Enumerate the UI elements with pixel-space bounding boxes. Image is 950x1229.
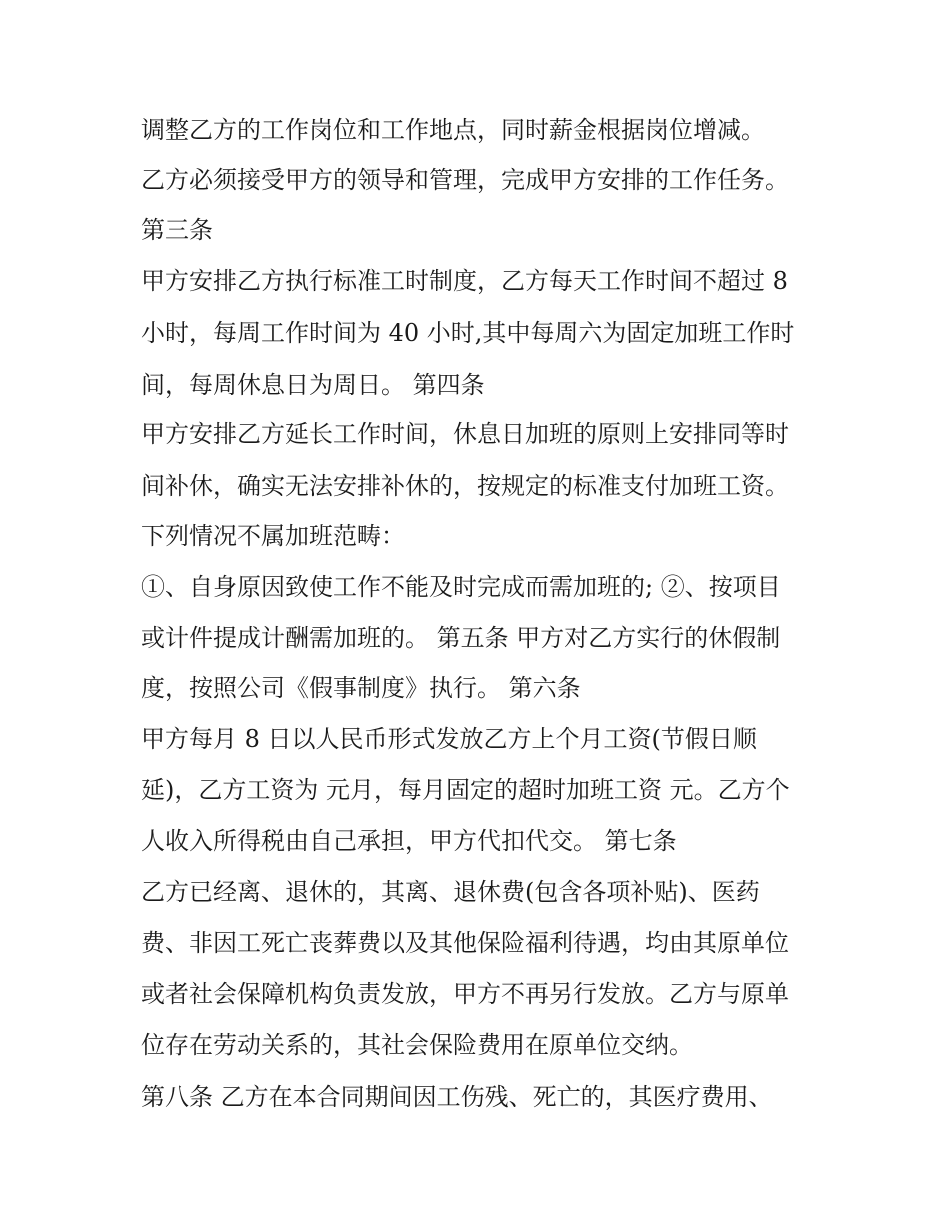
text-line-3: 第三条	[141, 216, 213, 244]
text-line-8: 间补休，确实无法安排补休的，按规定的标准支付加班工资。	[141, 472, 789, 500]
text-line-18: 或者社会保障机构负责发放，甲方不再另行发放。乙方与原单	[141, 980, 789, 1008]
text-line-9: 下列情况不属加班范畴：	[141, 522, 405, 550]
text-line-11: 或计件提成计酬需加班的。 第五条 甲方对乙方实行的休假制	[141, 624, 781, 652]
text-line-19: 位存在劳动关系的，其社会保险费用在原单位交纳。	[141, 1031, 693, 1059]
text-line-13: 甲方每月 8 日以人民币形式发放乙方上个月工资(节假日顺	[141, 725, 757, 753]
text-line-14: 延)，乙方工资为 元月，每月固定的超时加班工资 元。乙方个	[141, 776, 790, 804]
text-line-15: 人收入所得税由自己承担，甲方代扣代交。 第七条	[141, 827, 677, 855]
text-line-2: 乙方必须接受甲方的领导和管理，完成甲方安排的工作任务。	[141, 166, 789, 194]
text-line-20: 第八条 乙方在本合同期间因工伤残、死亡的，其医疗费用、	[141, 1083, 773, 1111]
text-line-17: 费、非因工死亡丧葬费以及其他保险福利待遇，均由其原单位	[141, 929, 789, 957]
text-line-4: 甲方安排乙方执行标准工时制度，乙方每天工作时间不超过 8	[141, 267, 788, 295]
text-line-1: 调整乙方的工作岗位和工作地点，同时薪金根据岗位增减。	[141, 116, 765, 144]
text-line-7: 甲方安排乙方延长工作时间，休息日加班的原则上安排同等时	[141, 420, 789, 448]
text-line-12: 度，按照公司《假事制度》执行。 第六条	[141, 674, 581, 702]
text-line-6: 间，每周休息日为周日。 第四条	[141, 371, 485, 399]
text-line-16: 乙方已经离、退休的，其离、退休费(包含各项补贴)、医药	[141, 878, 760, 906]
text-line-5: 小时，每周工作时间为 40 小时,其中每周六为固定加班工作时	[141, 319, 795, 347]
text-line-10: ①、自身原因致使工作不能及时完成而需加班的; ②、按项目	[141, 573, 781, 601]
